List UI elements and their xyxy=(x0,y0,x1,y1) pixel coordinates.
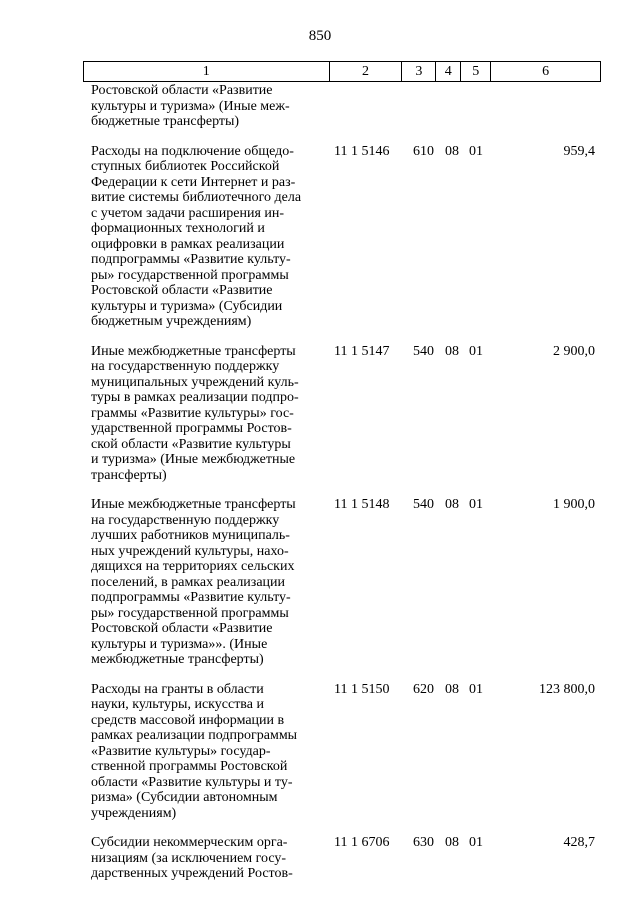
header-col-6: 6 xyxy=(491,62,601,81)
row-col-3: 540 xyxy=(413,497,434,512)
row-col-4: 08 xyxy=(445,343,459,359)
row-col-3: 540 xyxy=(413,343,434,359)
row-col-5 xyxy=(461,83,491,130)
row-code: 11 1 6706 xyxy=(334,835,390,850)
row-amount: 1 900,0 xyxy=(553,497,595,512)
row-amount: 2 900,0 xyxy=(553,343,595,359)
table-row xyxy=(83,682,601,822)
row-description: Ростовской области «Развитие культуры и туризма» (Иные меж- бюджетные трансферты) xyxy=(91,83,290,129)
row-code: 11 1 5147 xyxy=(334,343,390,359)
table-row xyxy=(83,497,601,668)
row-col-4: 08 xyxy=(445,497,459,512)
page-number: 850 xyxy=(308,28,332,44)
row-code: 11 1 5150 xyxy=(334,681,390,697)
row-col-4: 08 xyxy=(445,835,459,850)
table-row xyxy=(83,83,601,130)
row-col-3: 620 xyxy=(413,681,434,697)
row-amount: 959,4 xyxy=(563,143,595,159)
table-row xyxy=(83,344,601,484)
row-col-3: 630 xyxy=(413,835,434,850)
row-code: 11 1 5148 xyxy=(334,497,390,512)
row-col-4 xyxy=(436,83,461,130)
row-amount: 123 800,0 xyxy=(539,681,595,697)
header-col-5: 5 xyxy=(461,62,491,81)
table-header xyxy=(83,61,601,82)
header-col-1: 1 xyxy=(84,62,330,81)
row-col-3 xyxy=(402,83,436,130)
row-amount: 428,7 xyxy=(563,835,595,850)
row-description: Расходы на подключение общедо- ступных библиотек Российской Федерации к сети Интернет и раз- витие системы библиотечного дела с учетом задачи расширения ин- формационных технологий и оцифровки в рамках реализации подпрограммы «Развитие культу- ры» государственной программы Ростовской области «Развитие культуры и туризма» (Субсидии бюджетным учреждениям) xyxy=(91,143,302,329)
budget-table xyxy=(83,61,601,882)
header-col-3: 3 xyxy=(402,62,436,81)
table-row xyxy=(83,144,601,330)
row-amount xyxy=(491,83,601,130)
row-col-5: 01 xyxy=(469,143,483,159)
row-description: Субсидии некоммерческим орга- низациям (за исключением госу- дарственных учреждений Ростов- xyxy=(91,835,293,881)
row-description: Расходы на гранты в области науки, культуры, искусства и средств массовой информации в рамках реализации подпрограммы «Развитие культуры» государ- ственной программы Ростовской области «Развитие культуры и ту- ризма» (Субсидии автономным учреждениям) xyxy=(91,681,298,821)
header-col-4: 4 xyxy=(436,62,461,81)
row-description: Иные межбюджетные трансферты на государственную поддержку муниципальных учреждений куль- туры в рамках реализации подпро- граммы «Развитие культуры» гос- ударственной программы Ростов- ской области «Развитие культуры и туризма» (Иные межбюджетные трансферты) xyxy=(91,343,299,483)
table-row xyxy=(83,835,601,882)
row-col-4: 08 xyxy=(445,681,459,697)
row-col-5: 01 xyxy=(469,681,483,697)
row-col-5: 01 xyxy=(469,343,483,359)
row-description: Иные межбюджетные трансферты на государственную поддержку лучших работников муниципаль- ных учреждений культуры, нахо- дящихся на территориях сельских поселений, в рамках реализации подпрограммы «Развитие культу- ры» государственной программы Ростовской области «Развитие культуры и туризма»». (Иные межбюджетные трансферты) xyxy=(91,497,296,667)
row-col-5: 01 xyxy=(469,835,483,850)
row-col-3: 610 xyxy=(413,143,434,159)
header-col-2: 2 xyxy=(330,62,403,81)
row-col-4: 08 xyxy=(445,143,459,159)
row-col-5: 01 xyxy=(469,497,483,512)
row-code xyxy=(329,83,402,130)
row-code: 11 1 5146 xyxy=(334,143,390,159)
